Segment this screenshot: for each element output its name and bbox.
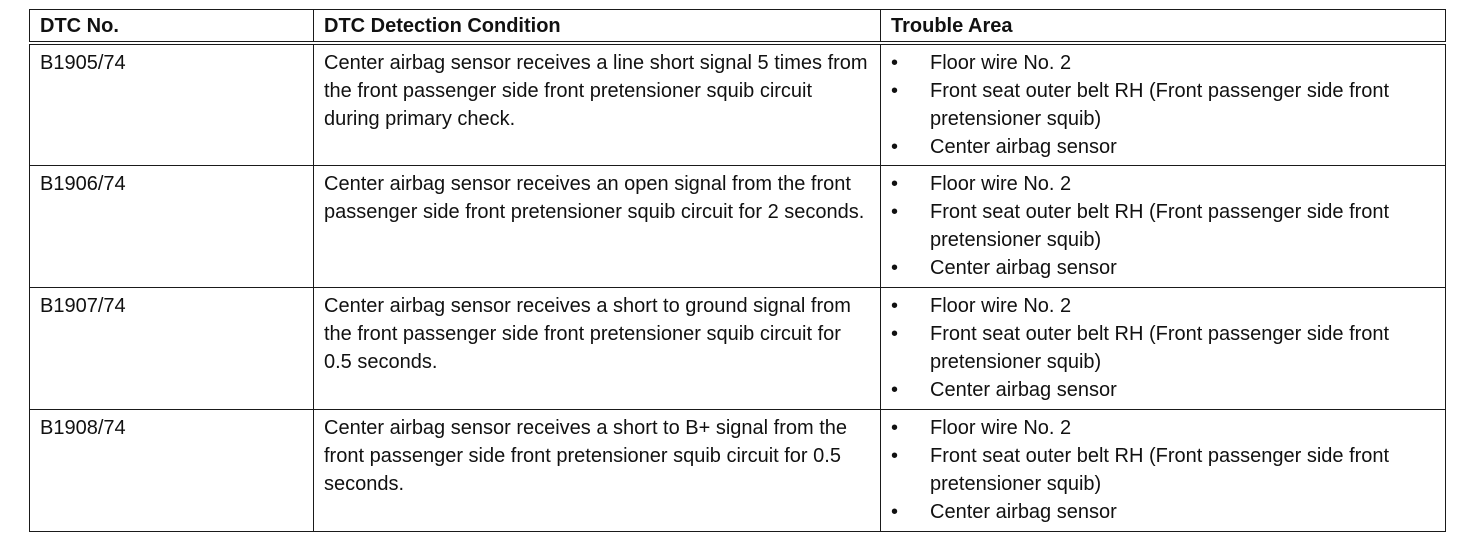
list-item [891,320,1435,376]
bullet-icon: • [891,173,899,195]
list-item-text: Floor wire No. 2 [930,417,1072,439]
list-item [891,77,1435,133]
trouble-area-list [891,292,1435,404]
detection-condition-cell: Center airbag sensor receives a line short signal 5 times from the front passenger side front pretensioner squib circuit during primary check. [314,43,881,166]
dtc-code-cell: B1905/74 [30,43,314,166]
dtc-table [29,9,1446,532]
table-row [30,43,1446,166]
list-item-text: Floor wire No. 2 [930,295,1072,317]
list-item-text: Center airbag sensor [930,135,1117,158]
list-item-text: Front seat outer belt RH (Front passenger side front pretensioner squib) [930,201,1390,251]
list-item-text: Center airbag sensor [930,501,1117,523]
trouble-area-cell [881,288,1446,410]
trouble-area-list [891,49,1435,161]
bullet-icon: • [891,201,899,223]
detection-condition-cell: Center airbag sensor receives a short to ground signal from the front passenger side front pretensioner squib circuit for 0.5 seconds. [314,288,881,410]
list-item [891,254,1435,282]
dtc-code-cell: B1907/74 [30,288,314,410]
list-item-text: Floor wire No. 2 [930,51,1072,74]
list-item [891,198,1435,254]
list-item [891,133,1435,161]
bullet-icon: • [891,295,899,317]
trouble-area-list [891,414,1435,526]
list-item-text: Center airbag sensor [930,257,1117,279]
trouble-area-cell [881,166,1446,288]
dtc-code-cell: B1908/74 [30,410,314,532]
trouble-area-cell [881,43,1446,166]
header-trouble-area: Trouble Area [881,10,1446,43]
table-row [30,288,1446,410]
list-item-text: Front seat outer belt RH (Front passenger side front pretensioner squib) [930,445,1390,495]
list-item [891,498,1435,526]
trouble-area-list [891,170,1435,282]
table-row [30,166,1446,288]
list-item-text: Center airbag sensor [930,379,1117,401]
detection-condition-cell: Center airbag sensor receives an open signal from the front passenger side front pretensioner squib circuit for 2 seconds. [314,166,881,288]
detection-condition-cell: Center airbag sensor receives a short to B+ signal from the front passenger side front pretensioner squib circuit for 0.5 seconds. [314,410,881,532]
table-row [30,410,1446,532]
bullet-icon: • [891,501,899,523]
dtc-code-cell: B1906/74 [30,166,314,288]
table-header-row [30,10,1446,43]
list-item [891,170,1435,198]
bullet-icon: • [891,417,899,439]
bullet-icon: • [891,323,899,345]
bullet-icon: • [891,79,899,102]
list-item [891,292,1435,320]
trouble-area-cell [881,410,1446,532]
list-item [891,442,1435,498]
list-item-text: Front seat outer belt RH (Front passenger side front pretensioner squib) [930,79,1390,130]
bullet-icon: • [891,51,899,74]
list-item [891,376,1435,404]
list-item [891,49,1435,77]
bullet-icon: • [891,135,899,158]
bullet-icon: • [891,379,899,401]
list-item-text: Front seat outer belt RH (Front passenger side front pretensioner squib) [930,323,1390,373]
bullet-icon: • [891,257,899,279]
list-item-text: Floor wire No. 2 [930,173,1072,195]
header-detection-condition: DTC Detection Condition [314,10,881,43]
bullet-icon: • [891,445,899,467]
header-dtc-no: DTC No. [30,10,314,43]
list-item [891,414,1435,442]
